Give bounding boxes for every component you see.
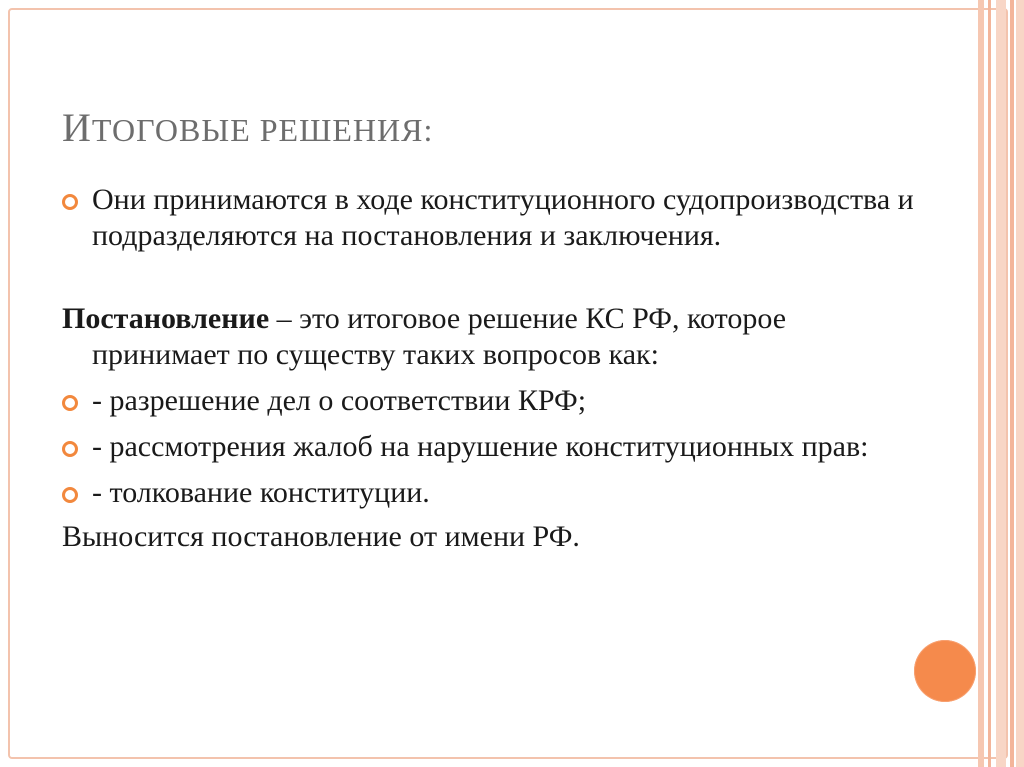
orange-circle-icon	[914, 640, 976, 702]
ring-bullet-icon	[62, 395, 78, 411]
bullet-item	[62, 475, 922, 511]
bullet-item	[62, 429, 922, 465]
bullet-text: - разрешение дел о соответствии КРФ;	[92, 384, 587, 417]
slide-title-rest: ТОГОВЫЕ РЕШЕНИЯ:	[91, 112, 434, 148]
ring-bullet-icon	[62, 441, 78, 457]
bullet-text: - рассмотрения жалоб на нарушение конституционных прав:	[92, 430, 869, 463]
bullet-text: Они принимаются в ходе конституционного судопроизводства и подразделяются на постановления и заключения.	[92, 183, 914, 252]
decor-stripe	[978, 0, 984, 767]
definition-text: – это итоговое решение КС РФ, которое принимает по существу таких вопросов как:	[92, 302, 787, 371]
closing-paragraph: Выносится постановление от имени РФ.	[62, 520, 580, 553]
bullet-item	[62, 182, 922, 254]
bullet-item	[62, 383, 922, 419]
decor-stripe	[996, 0, 1006, 767]
decor-stripe	[1016, 0, 1024, 767]
definition-term: Постановление	[62, 302, 270, 335]
definition-paragraph	[62, 301, 922, 373]
slide-body	[62, 182, 922, 555]
decor-stripe	[988, 0, 991, 767]
slide-title	[62, 104, 433, 151]
ring-bullet-icon	[62, 487, 78, 503]
bullet-text: - толкование конституции.	[92, 476, 430, 509]
ring-bullet-icon	[62, 194, 78, 210]
decor-stripe	[1010, 0, 1014, 767]
slide-title-first: И	[62, 105, 92, 150]
